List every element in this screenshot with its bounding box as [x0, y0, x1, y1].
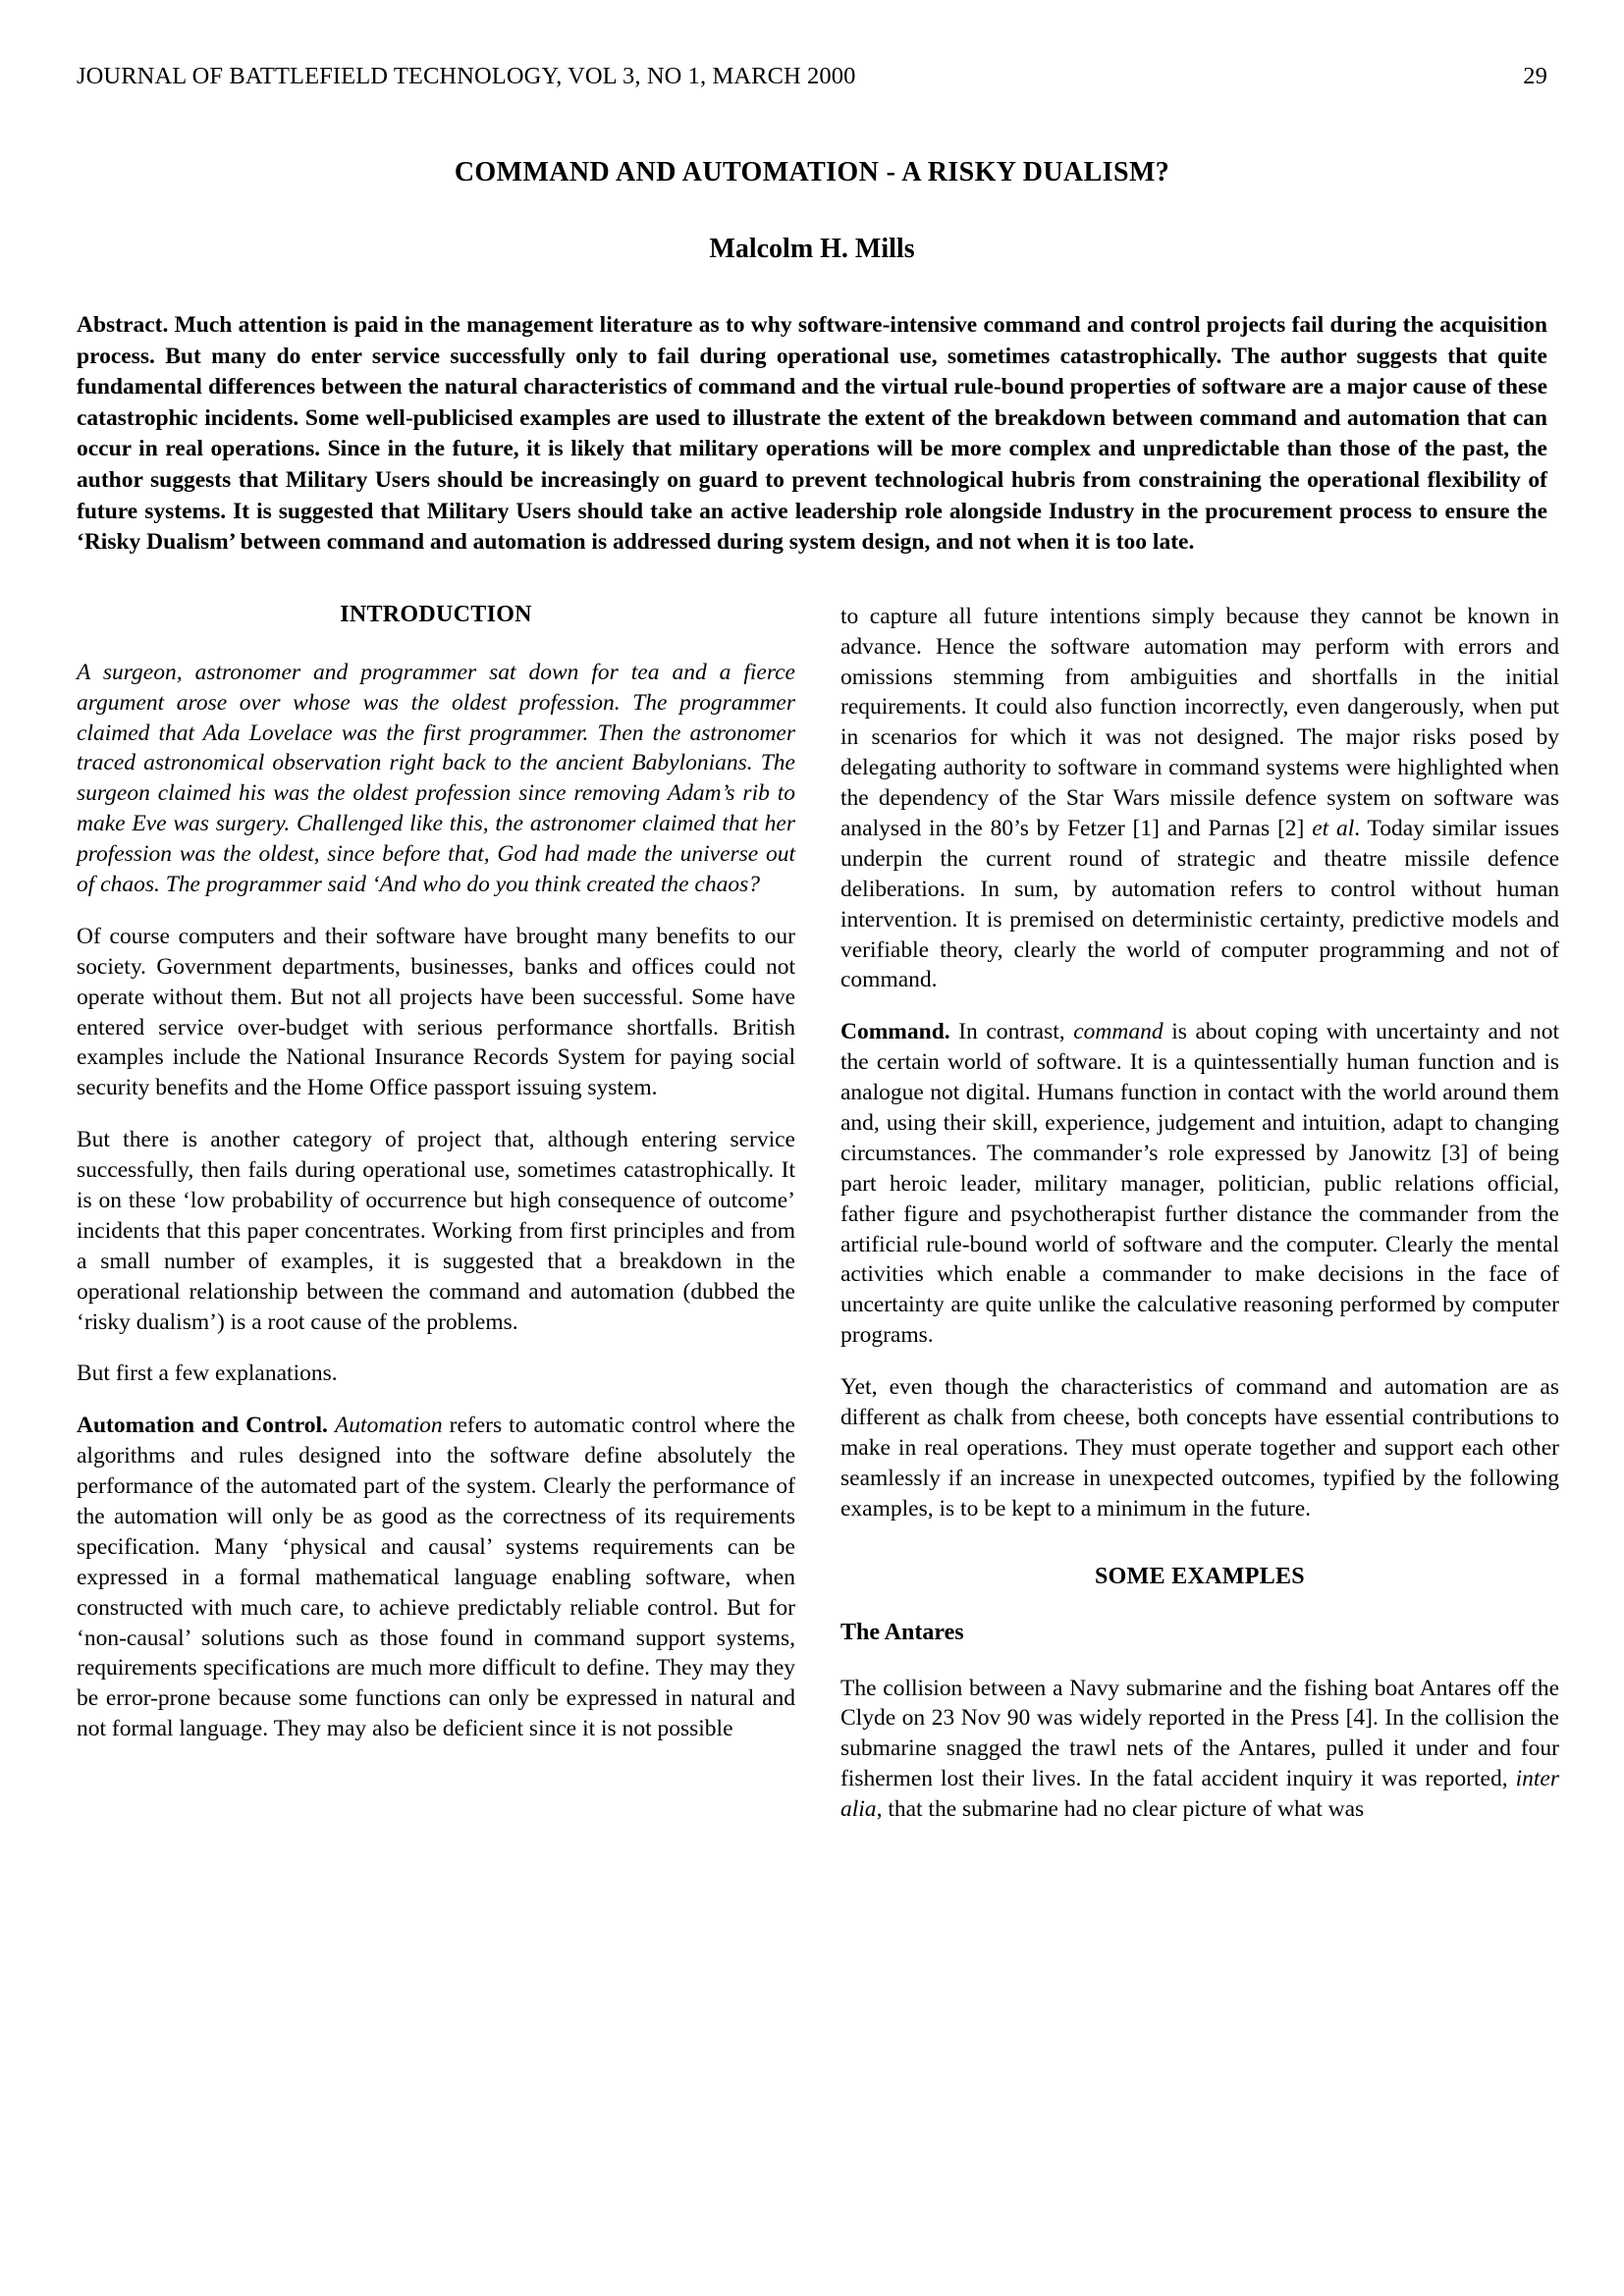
paragraph-capture-intentions — [840, 602, 1559, 996]
body-columns — [77, 601, 1559, 1846]
journal-title-line: JOURNAL OF BATTLEFIELD TECHNOLOGY, VOL 3, NO 1, MARCH 2000 — [77, 63, 856, 89]
page-title: COMMAND AND AUTOMATION - A RISKY DUALISM? — [454, 157, 1170, 187]
running-header — [77, 63, 1547, 90]
paragraph-antares-part1: The collision between a Navy submarine and the fishing boat Antares off the Clyde on 23 Nov 90 was widely reported in the Press [4]. In the collision the submarine snagged the trawl nets of the Antares, pulled it under and four fishermen lost their lives. In the fatal accident inquiry it was reported, — [840, 1675, 1559, 1792]
abstract-paragraph: Abstract. Much attention is paid in the management literature as to why software-intensive command and control projects fail during the acquisition process. But many do enter service successfully only to fail during operational use, sometimes catastrophically. The author suggests that quite fundamental differences between the natural characteristics of command and the virtual rule-bound properties of software are a major cause of these catastrophic incidents. Some well-publicised examples are used to illustrate the extent of the breakdown between command and automation that can occur in real operations. Since in the future, it is likely that military operations will be more complex and unpredictable than those of the past, the author suggests that Military Users should be increasingly on guard to prevent technological hubris from constraining the operational flexibility of future systems. It is suggested that Military Users should take an active leadership role alongside Industry in the procurement process to ensure the ‘Risky Dualism’ between command and automation is addressed during system design, and not when it is too late. — [77, 312, 1547, 556]
paragraph-capture-part1: to capture all future intentions simply because they cannot be known in advance. Hence the software automation may perform with errors and omissions stemming from ambiguities and shortfalls in the initial requirements. It could also function incorrectly, even dangerously, when put in scenarios for which it was not designed. The major risks posed by delegating authority to software in command systems were highlighted when the dependency of the Star Wars missile defence system on software was analysed in the 80’s by Fetzer [1] and Parnas [2] — [840, 603, 1559, 841]
page-number: 29 — [1523, 63, 1547, 89]
paragraph-automation-body: refers to automatic control where the algorithms and rules designed into the software define absolutely the performance of the automated part of the system. Clearly the performance of the automation will only be as good as the correctness of its requirements specification. Many ‘physical and causal’ systems requirements can be expressed in a formal mathematical language enabling software, when constructed with much care, to achieve predictably reliable control. But for ‘non-causal’ solutions such as those found in command support systems, requirements specifications are much more difficult to define. They may they be error-prone because some functions can only be expressed in natural and not formal language. They may also be deficient since it is not possible — [77, 1413, 795, 1742]
paragraph-yet: Yet, even though the characteristics of command and automation are as different as chalk from cheese, both concepts have essential contributions to make in real operations. They must operate together and support each other seamlessly if an increase in unexpected outcomes, typified by the following examples, is to be kept to a minimum in the future. — [840, 1374, 1559, 1522]
paragraph-capture-part2: . Today similar issues underpin the current round of strategic and theatre missile defence deliberations. In sum, by automation refers to control without human intervention. It is premised on deterministic certainty, predictive models and verifiable theory, clearly the world of computer programming and not of command. — [840, 815, 1559, 993]
paragraph-anecdote: A surgeon, astronomer and programmer sat down for tea and a fierce argument arose over whose was the oldest profession. The programmer claimed that Ada Lovelace was the first programmer. Then the astronomer traced astronomical observation right back to the ancient Babylonians. The surgeon claimed his was the oldest profession since removing Adam’s rib to make Eve was surgery. Challenged like this, the astronomer claimed that her profession was the oldest, since before that, God had made the universe out of chaos. The programmer said ‘And who do you think created the chaos? — [77, 659, 795, 897]
paragraph-command — [840, 1017, 1559, 1351]
left-column — [77, 602, 795, 1846]
paragraph-command-mid2: is about coping with uncertainty and not the certain world of software. It is a quintessentially human function and is analogue not digital. Humans function in contact with the world around them and, using their skill, experience, judgement and intuition, adapt to changing circumstances. The commander’s role expressed by Janowitz [3] of being part heroic leader, military manager, politician, public relations official, father figure and psychotherapist further distance the commander from the artificial rule-bound world of software and the computer. Clearly the mental activities which enable a commander to make decisions in the face of uncertainty are quite unlike the calculative reasoning performed by computer programs. — [840, 1019, 1559, 1349]
section-heading-some-examples: SOME EXAMPLES — [1095, 1563, 1305, 1589]
italic-term-et-al: et al — [1312, 815, 1355, 841]
runin-heading-command: Command. — [840, 1019, 950, 1045]
italic-term-automation: Automation — [334, 1413, 443, 1439]
paragraph-category: But there is another category of project that, although entering service successfully, then fails during operational use, sometimes catastrophically. It is on these ‘low probability of occurrence but high consequence of outcome’ incidents that this paper concentrates. Working from first principles and from a small number of examples, it is suggested that a breakdown in the operational relationship between the command and automation (dubbed the ‘risky dualism’) is a root cause of the problems. — [77, 1127, 795, 1335]
italic-term-inter-alia: inter alia — [840, 1766, 1559, 1823]
section-heading-introduction: INTRODUCTION — [340, 601, 532, 627]
italic-term-command: command — [1073, 1019, 1164, 1045]
paragraph-explanations: But first a few explanations. — [77, 1361, 338, 1387]
paragraph-automation-and-control — [77, 1411, 795, 1744]
paragraph-benefits: Of course computers and their software have brought many benefits to our society. Government departments, businesses, banks and offices could not operate without them. But not all projects have been successful. Some have entered service over-budget with serious performance shortfalls. British examples include the National Insurance Records System for paying social security benefits and the Home Office passport issuing system. — [77, 923, 795, 1101]
paragraph-antares-part2: , that the submarine had no clear picture of what was — [876, 1796, 1365, 1823]
paragraph-antares — [840, 1674, 1559, 1825]
author-name: Malcolm H. Mills — [709, 234, 915, 264]
runin-heading-automation-and-control: Automation and Control. — [77, 1413, 328, 1439]
paragraph-command-mid1: In contrast, — [949, 1019, 1074, 1045]
right-column — [840, 602, 1559, 1846]
subsection-heading-antares: The Antares — [840, 1619, 964, 1645]
